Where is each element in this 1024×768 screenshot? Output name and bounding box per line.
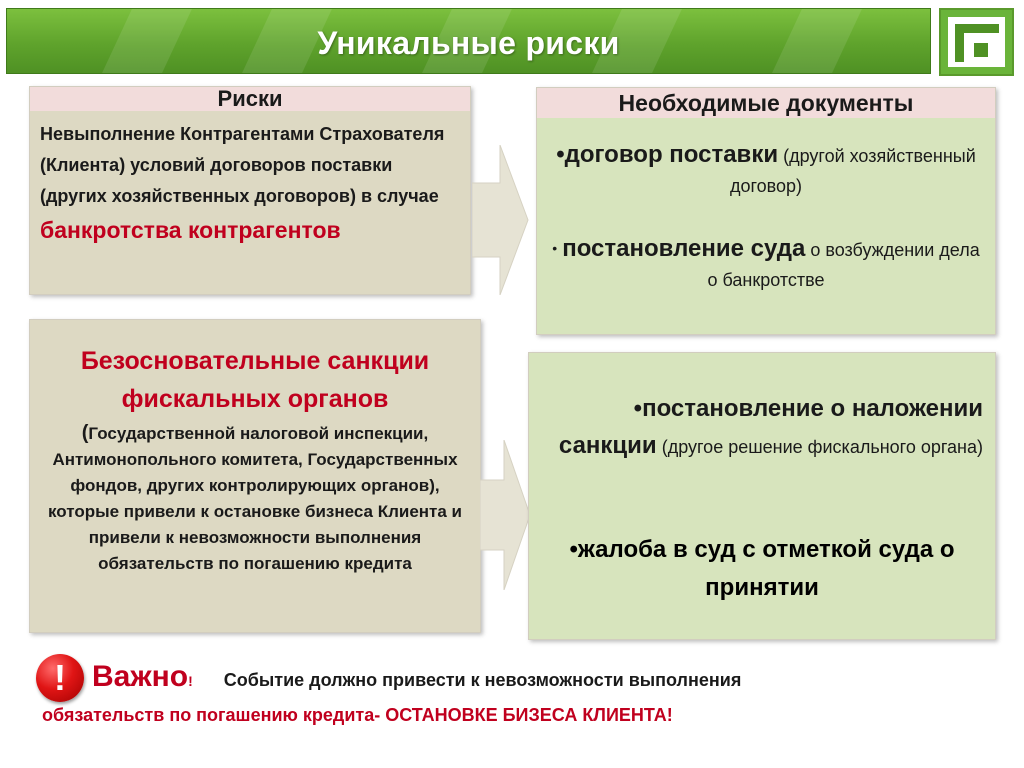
risk-description (38, 342, 472, 577)
bullet: • (552, 240, 558, 256)
arrow-right-icon (472, 145, 530, 295)
important-text: Событие должно привести к невозможности выполнения (223, 670, 742, 690)
important-excl: ! (188, 673, 193, 689)
documents-card-contractors (536, 87, 996, 335)
document-name: постановление о наложении санкции (558, 395, 983, 459)
document-name: жалоба в суд с отметкой суда о принятии (577, 536, 955, 601)
risk-text: Невыполнение Контрагентами Страхователя (Клиента) условий договоров поставки (других хозяйственных договоров) в случае (40, 124, 445, 206)
document-note: (другой хозяйственный договор) (729, 146, 976, 196)
important-conclusion: обязательств по погашению кредита- ОСТАНОВКЕ БИЗЕСА КЛИЕНТА! (42, 705, 673, 725)
list-item (539, 391, 983, 465)
risk-title: Безосновательные санкции фискальных органов (80, 347, 430, 413)
list-item (539, 531, 985, 607)
risk-card-sanctions (29, 319, 481, 633)
document-note: о возбуждении дела о банкротстве (707, 240, 980, 290)
document-name: договор поставки (564, 141, 779, 168)
arrow-right-icon (480, 440, 532, 590)
exclamation-icon: ! (36, 654, 84, 702)
document-name: постановление суда (562, 235, 806, 262)
risk-text: (Государственной налоговой инспекции, Антимонопольного комитета, Государственных фондов, других контролирующих органов), которые привели к остановке бизнеса Клиента и привели к невозможности выполнения обязательств по погашению кредита (47, 422, 463, 573)
list-item (547, 140, 985, 201)
documents-list (547, 140, 985, 295)
bullet: • (569, 536, 578, 563)
bank-logo-icon (939, 8, 1014, 76)
important-note (92, 660, 972, 694)
bullet: • (633, 395, 643, 422)
title-banner (6, 8, 931, 74)
risks-heading: Риски (30, 87, 470, 111)
important-label: Важно (92, 660, 189, 693)
list-item (547, 233, 985, 295)
risk-highlight: банкротства контрагентов (40, 217, 341, 243)
risk-card-contractors (29, 86, 471, 295)
documents-card-sanctions (528, 352, 996, 640)
risk-description (40, 119, 460, 246)
page-title: Уникальные риски (317, 25, 620, 61)
bullet: • (556, 141, 565, 168)
paren: ( (81, 422, 89, 444)
document-note: (другое решение фискального органа) (661, 437, 983, 457)
documents-heading: Необходимые документы (537, 88, 995, 118)
